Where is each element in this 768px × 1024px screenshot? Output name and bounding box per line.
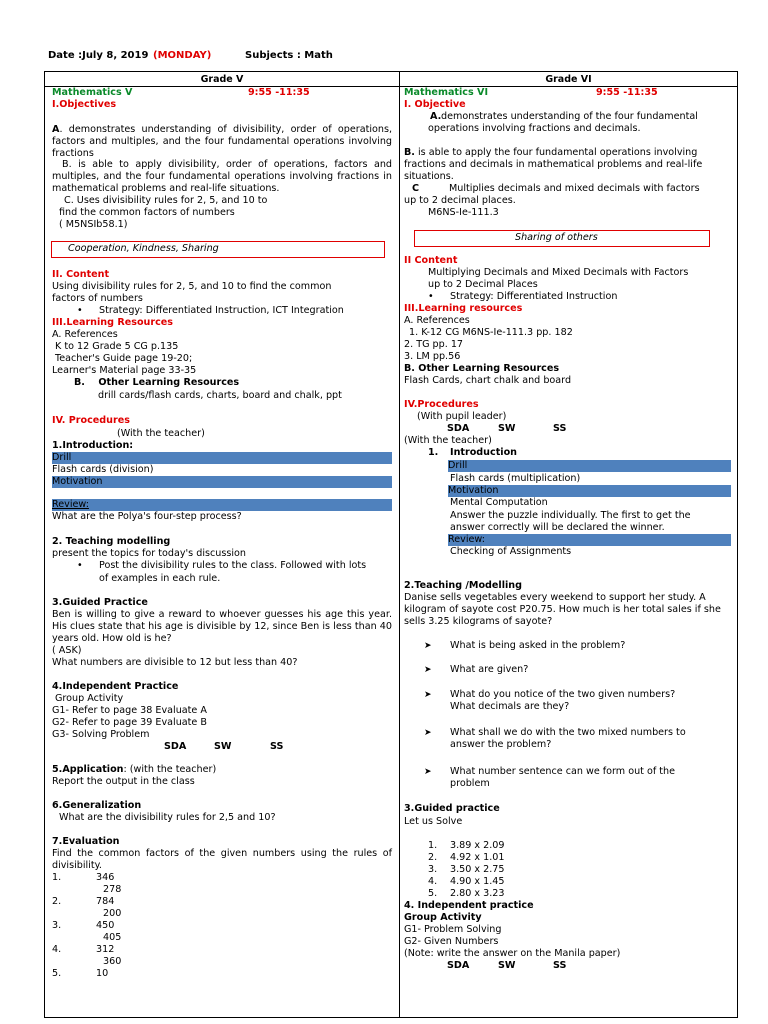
grade5-evaluation-text: Find the common factors of the given numbers using the rules of divisibility. <box>52 848 392 871</box>
grade5-sda: SDA <box>164 741 187 752</box>
eval-item-value: 200 <box>103 908 122 919</box>
grade6-question: ➤ What is being asked in the problem? <box>450 640 625 652</box>
grade6-note: (Note: write the answer on the Manila paper) <box>404 948 621 959</box>
grade6-g1: G1- Problem Solving <box>404 924 502 935</box>
solve-item-number: 1. <box>428 840 438 851</box>
grade6-group-activity: Group Activity <box>404 912 482 923</box>
eval-item-value: 10 <box>96 968 109 979</box>
grade6-question: ➤ What shall we do with the two mixed numbers to <box>450 727 686 739</box>
grade6-strategy: • Strategy: Differentiated Instruction <box>450 291 617 303</box>
eval-item-number: 5. <box>52 968 62 979</box>
grade6-pupil-leader: (With pupil leader) <box>417 411 507 422</box>
grade5-motivation-bar: Motivation <box>52 476 392 488</box>
grade6-ss: SS <box>553 960 567 971</box>
solve-item: 4.92 x 1.01 <box>450 852 505 863</box>
document-header <box>48 50 333 62</box>
grade5-content-1: Using divisibility rules for 2, 5, and 10 to find the common <box>52 281 332 292</box>
grade5-guided-title: 3.Guided Practice <box>52 597 148 608</box>
grade6-objective-c-letter: C <box>412 183 420 194</box>
grade6-content-2: up to 2 Decimal Places <box>428 279 538 290</box>
grade6-drill-bar: Drill <box>448 460 731 472</box>
grade6-question-cont: problem <box>450 778 490 789</box>
grade6-resources-title: III.Learning resources <box>404 303 523 314</box>
grade6-content-title: II Content <box>404 255 458 266</box>
grade6-other-resources: B. Other Learning Resources <box>404 363 560 374</box>
eval-item-value: 405 <box>103 932 122 943</box>
grade6-sw-top: SW <box>498 423 516 434</box>
grade6-independent-title: 4. Independent practice <box>404 900 534 911</box>
solve-item: 3.89 x 2.09 <box>450 840 505 851</box>
grade6-question-cont: What decimals are they? <box>450 701 570 712</box>
solve-item-number: 5. <box>428 888 438 899</box>
grade6-teaching-title: 2.Teaching /Modelling <box>404 580 522 591</box>
grade6-checking: Checking of Assignments <box>450 546 572 557</box>
solve-item-number: 4. <box>428 876 438 887</box>
grade5-teaching-2: • Post the divisibility rules to the class. Followed with lots <box>99 560 366 572</box>
grade5-with-teacher: (With the teacher) <box>117 428 205 439</box>
grade6-objective-b: B. is able to apply the four fundamental operations involving fractions and decimals in mathematical problems and real-life situations. <box>404 147 703 182</box>
eval-item-value: 784 <box>96 896 115 907</box>
grade5-objective-code: ( M5NSIb58.1) <box>59 219 128 230</box>
grade5-values-box: Cooperation, Kindness, Sharing <box>51 241 385 258</box>
grade5-objectives-title: I.Objectives <box>52 99 117 110</box>
grade6-question: ➤ What number sentence can we form out of the <box>450 766 675 778</box>
grade5-generalization-question: What are the divisibility rules for 2,5 and 10? <box>59 812 276 823</box>
grade5-content-title: II. Content <box>52 269 110 280</box>
day-label: (MONDAY) <box>153 50 212 61</box>
grade6-objective-title: I. Objective <box>404 99 466 110</box>
grade6-objective-code: M6NS-Ie-111.3 <box>428 207 499 218</box>
grade6-question-cont: answer the problem? <box>450 739 552 750</box>
subjects-label: Subjects : Math <box>245 50 333 61</box>
grade5-objective-c-2: find the common factors of numbers <box>59 207 235 218</box>
eval-item-value: 312 <box>96 944 115 955</box>
grade6-puzzle: Answer the puzzle individually. The first to get the answer correctly will be declared the winner. <box>450 510 691 533</box>
grade6-heading: Grade VI <box>545 74 592 85</box>
grade5-evaluation-title: 7.Evaluation <box>52 836 120 847</box>
grade5-resources-title: III.Learning Resources <box>52 317 173 328</box>
grade6-procedures-title: IV.Procedures <box>404 399 479 410</box>
grade5-time: 9:55 -11:35 <box>248 87 310 98</box>
lesson-plan-table <box>44 71 738 1018</box>
grade6-question: ➤ What are given? <box>450 664 528 676</box>
grade5-sw: SW <box>214 741 232 752</box>
grade5-objective-a: A. demonstrates understanding of divisibility, order of operations, factors and multiples, and the four fundamental operations involving fractions <box>52 124 392 159</box>
grade6-mental-computation: Mental Computation <box>450 497 548 508</box>
grade5-other-resources-items: drill cards/flash cards, charts, board and chalk, ppt <box>98 390 342 401</box>
solve-item: 4.90 x 1.45 <box>450 876 505 887</box>
grade6-ref-3: 3. LM pp.56 <box>404 351 461 362</box>
grade5-g1: G1- Refer to page 38 Evaluate A <box>52 705 207 716</box>
grade5-ref-2: Teacher's Guide page 19-20; <box>55 353 193 364</box>
grade6-guided-title: 3.Guided practice <box>404 803 500 814</box>
grade5-g2: G2- Refer to page 39 Evaluate B <box>52 717 207 728</box>
grade5-introduction: 1.Introduction: <box>52 440 134 451</box>
grade5-ss: SS <box>270 741 284 752</box>
solve-item-number: 3. <box>428 864 438 875</box>
grade5-ask-question: What numbers are divisible to 12 but less than 40? <box>52 657 298 668</box>
column-divider <box>399 72 400 1017</box>
grade6-introduction: Introduction <box>450 447 517 458</box>
grade6-review-bar: Review: <box>448 534 731 546</box>
grade6-references: A. References <box>404 315 470 326</box>
grade5-subject: Mathematics V <box>52 87 133 98</box>
grade5-references: A. References <box>52 329 118 340</box>
grade5-heading: Grade V <box>200 74 244 85</box>
grade5-review-question: What are the Polya's four-step process? <box>52 511 242 522</box>
grade5-objective-b: B. is able to apply divisibility, order of operations, factors and multiples, and the four fundamental operations involving fractions in mathematical problems and real-life situations. <box>52 159 392 194</box>
eval-item-number: 3. <box>52 920 62 931</box>
grade5-procedures-title: IV. Procedures <box>52 415 130 426</box>
grade5-strategy: • Strategy: Differentiated Instruction, ICT Integration <box>99 305 344 317</box>
grade6-with-teacher: (With the teacher) <box>404 435 492 446</box>
eval-item-value: 450 <box>96 920 115 931</box>
grade5-guided-text: Ben is willing to give a reward to whoever guesses his age this year. His clues state that his age is divisible by 12, since Ben is less than 40 years old. How old is he? <box>52 609 392 644</box>
grade6-subject: Mathematics VI <box>404 87 489 98</box>
grade6-flash-cards: Flash cards (multiplication) <box>450 473 581 484</box>
grade6-ss-top: SS <box>553 423 567 434</box>
grade5-teaching-title: 2. Teaching modelling <box>52 536 171 547</box>
date-label: Date :July 8, 2019 <box>48 50 149 61</box>
grade6-objective-a-letter: A. <box>430 111 442 122</box>
grade5-review-bar: Review: <box>52 499 392 511</box>
grade5-g3: G3- Solving Problem <box>52 729 150 740</box>
grade6-sda: SDA <box>447 960 470 971</box>
solve-item-number: 2. <box>428 852 438 863</box>
grade6-objective-a: demonstrates understanding of the four fundamental operations involving fractions and decimals. <box>428 111 698 134</box>
grade6-problem: Danise sells vegetables every weekend to support her study. A kilogram of sayote cost P20.75. How much is her total sales if she sells 3.25 kilograms of sayote? <box>404 592 721 627</box>
grade5-drill-bar: Drill <box>52 452 392 464</box>
eval-item-value: 346 <box>96 872 115 883</box>
eval-item-value: 278 <box>103 884 122 895</box>
solve-item: 3.50 x 2.75 <box>450 864 505 875</box>
eval-item-number: 2. <box>52 896 62 907</box>
grade6-ref-1: 1. K-12 CG M6NS-Ie-111.3 pp. 182 <box>409 327 573 338</box>
grade5-other-resources: B. Other Learning Resources <box>74 377 240 388</box>
grade5-generalization-title: 6.Generalization <box>52 800 142 811</box>
grade6-intro-number: 1. <box>428 447 439 458</box>
grade6-motivation-bar: Motivation <box>448 485 731 497</box>
eval-item-value: 360 <box>103 956 122 967</box>
grade5-teaching-3: of examples in each rule. <box>99 573 221 584</box>
grade5-ref-1: K to 12 Grade 5 CG p.135 <box>55 341 179 352</box>
grade5-group-activity: Group Activity <box>55 693 124 704</box>
grade5-ref-3: Learner's Material page 33-35 <box>52 365 197 376</box>
solve-item: 2.80 x 3.23 <box>450 888 505 899</box>
grade5-ask: ( ASK) <box>52 645 82 656</box>
grade6-sda-top: SDA <box>447 423 470 434</box>
grade5-independent-title: 4.Independent Practice <box>52 681 179 692</box>
grade6-objective-c: Multiplies decimals and mixed decimals with factors <box>449 183 700 194</box>
grade6-objective-c-2: up to 2 decimal places. <box>404 195 516 206</box>
grade6-other-resources-items: Flash Cards, chart chalk and board <box>404 375 572 386</box>
eval-item-number: 4. <box>52 944 62 955</box>
grade5-application: 5.Application: (with the teacher) <box>52 764 217 775</box>
grade6-values-box: Sharing of others <box>414 230 710 247</box>
grade6-question: ➤ What do you notice of the two given numbers? <box>450 689 675 701</box>
grade6-let-us-solve: Let us Solve <box>404 816 463 827</box>
grade5-objective-c: C. Uses divisibility rules for 2, 5, and 10 to <box>64 195 268 206</box>
grade5-application-2: Report the output in the class <box>52 776 195 787</box>
grade6-content-1: Multiplying Decimals and Mixed Decimals with Factors <box>428 267 689 278</box>
grade6-ref-2: 2. TG pp. 17 <box>404 339 464 350</box>
grade6-g2: G2- Given Numbers <box>404 936 499 947</box>
grade5-content-2: factors of numbers <box>52 293 143 304</box>
grade5-flash-cards: Flash cards (division) <box>52 464 154 475</box>
eval-item-number: 1. <box>52 872 62 883</box>
grade6-time: 9:55 -11:35 <box>596 87 658 98</box>
grade6-sw: SW <box>498 960 516 971</box>
grade5-teaching-1: present the topics for today's discussion <box>52 548 246 559</box>
